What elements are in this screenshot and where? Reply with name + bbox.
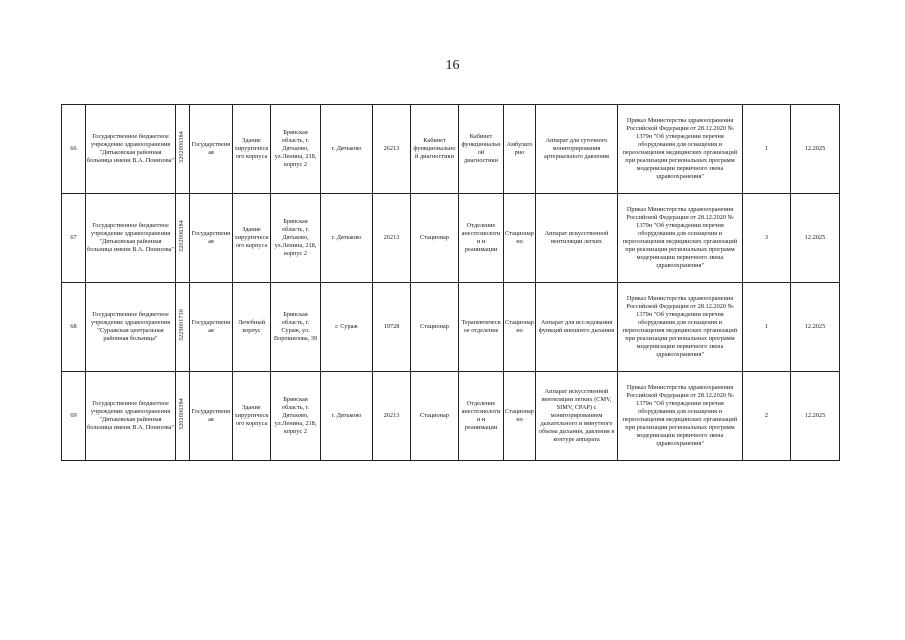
address-cell: Брянская область, г. Дятьково, ул.Ленина, 218, корпус 2 [271, 372, 321, 461]
unit-cell: Стационар [411, 372, 459, 461]
code-text: 3202006384 [178, 398, 185, 431]
department-cell: Кабинет функциональной диагностики [459, 105, 504, 194]
legal-basis-cell: Приказ Министерства здравоохранения Российской Федерации от 28.12.2020 № 1379н "Об утверждении перечня оборудования для оснащения и переоснащения медицинских организаций при реализации региональных программ модернизации первичного звена здравоохранения" [618, 105, 743, 194]
row-number-cell: 66 [62, 105, 86, 194]
code-cell [176, 283, 190, 372]
table-row [62, 372, 840, 461]
code-text: 3202006384 [178, 220, 185, 253]
legal-basis-cell: Приказ Министерства здравоохранения Российской Федерации от 28.12.2020 № 1379н "Об утверждении перечня оборудования для оснащения и переоснащения медицинских организаций при реализации региональных программ модернизации первичного звена здравоохранения" [618, 283, 743, 372]
ownership-cell: Государственная [190, 372, 233, 461]
institution-cell: Государственное бюджетное учреждение здравоохранения "Дятьковская районная больница имени В.А. Понизова" [86, 105, 176, 194]
care-type-cell: Стационарно [504, 372, 536, 461]
zip-cell: 26213 [373, 372, 411, 461]
care-type-cell: Стационарно [504, 194, 536, 283]
equipment-table [61, 104, 840, 461]
code-text: 3229001730 [178, 309, 185, 342]
zip-cell: 26213 [373, 105, 411, 194]
institution-cell: Государственное бюджетное учреждение здравоохранения "Дятьковская районная больница имени В.А. Понизова" [86, 194, 176, 283]
equipment-cell: Аппарат для суточного мониторирования артериального давления [536, 105, 618, 194]
department-cell: Терапевтическое отделение [459, 283, 504, 372]
code-text: 3202006384 [178, 131, 185, 164]
quantity-cell: 1 [743, 105, 791, 194]
institution-cell: Государственное бюджетное учреждение здравоохранения "Суражская центральная районная больница" [86, 283, 176, 372]
building-cell: Здание хирургического корпуса [233, 194, 271, 283]
code-cell [176, 372, 190, 461]
legal-basis-cell: Приказ Министерства здравоохранения Российской Федерации от 28.12.2020 № 1379н "Об утверждении перечня оборудования для оснащения и переоснащения медицинских организаций при реализации региональных программ модернизации первичного звена здравоохранения" [618, 194, 743, 283]
ownership-cell: Государственная [190, 105, 233, 194]
zip-cell: 26213 [373, 194, 411, 283]
building-cell: Здание хирургического корпуса [233, 105, 271, 194]
table-body [62, 105, 840, 461]
table-row [62, 194, 840, 283]
legal-basis-cell: Приказ Министерства здравоохранения Российской Федерации от 28.12.2020 № 1379н "Об утверждении перечня оборудования для оснащения и переоснащения медицинских организаций при реализации региональных программ модернизации первичного звена здравоохранения" [618, 372, 743, 461]
address-cell: Брянская область, г. Дятьково, ул.Ленина, 218, корпус 2 [271, 194, 321, 283]
page-number: 16 [445, 58, 460, 73]
date-cell: 12.2025 [791, 105, 840, 194]
code-cell [176, 194, 190, 283]
table-row [62, 283, 840, 372]
equipment-cell: Аппарат искусственной вентиляции легких [536, 194, 618, 283]
unit-cell: Стационар [411, 283, 459, 372]
building-cell: Лечебный корпус [233, 283, 271, 372]
city-cell: г. Дятьково [321, 105, 373, 194]
equipment-cell: Аппарат искусственной вентиляции легких (CMV, SIMV, CPAP) с мониторированием дыхательного и минутного объема дыхания, давления в контуре аппарата [536, 372, 618, 461]
ownership-cell: Государственная [190, 194, 233, 283]
building-cell: Здание хирургического корпуса [233, 372, 271, 461]
code-cell [176, 105, 190, 194]
address-cell: Брянская область, г. Дятьково, ул.Ленина, 218, корпус 2 [271, 105, 321, 194]
department-cell: Отделение анестезиологии и реанимации [459, 372, 504, 461]
row-number-cell: 67 [62, 194, 86, 283]
quantity-cell: 2 [743, 372, 791, 461]
unit-cell: Кабинет функциональной диагностики [411, 105, 459, 194]
unit-cell: Стационар [411, 194, 459, 283]
quantity-cell: 3 [743, 194, 791, 283]
zip-cell: 19728 [373, 283, 411, 372]
row-number-cell: 69 [62, 372, 86, 461]
ownership-cell: Государственная [190, 283, 233, 372]
table-row [62, 105, 840, 194]
row-number-cell: 68 [62, 283, 86, 372]
institution-cell: Государственное бюджетное учреждение здравоохранения "Дятьковская районная больница имени В.А. Понизова" [86, 372, 176, 461]
care-type-cell: Амбулаторно [504, 105, 536, 194]
department-cell: Отделение анестезиологии и реанимации [459, 194, 504, 283]
address-cell: Брянская область, г. Сураж, ул. Ворошилова, 39 [271, 283, 321, 372]
date-cell: 12.2025 [791, 372, 840, 461]
equipment-cell: Аппарат для исследования функций внешнего дыхания [536, 283, 618, 372]
date-cell: 12.2025 [791, 283, 840, 372]
city-cell: г. Дятьково [321, 194, 373, 283]
care-type-cell: Стационарно [504, 283, 536, 372]
quantity-cell: 1 [743, 283, 791, 372]
date-cell: 12.2025 [791, 194, 840, 283]
city-cell: г. Дятьково [321, 372, 373, 461]
city-cell: г. Сураж [321, 283, 373, 372]
